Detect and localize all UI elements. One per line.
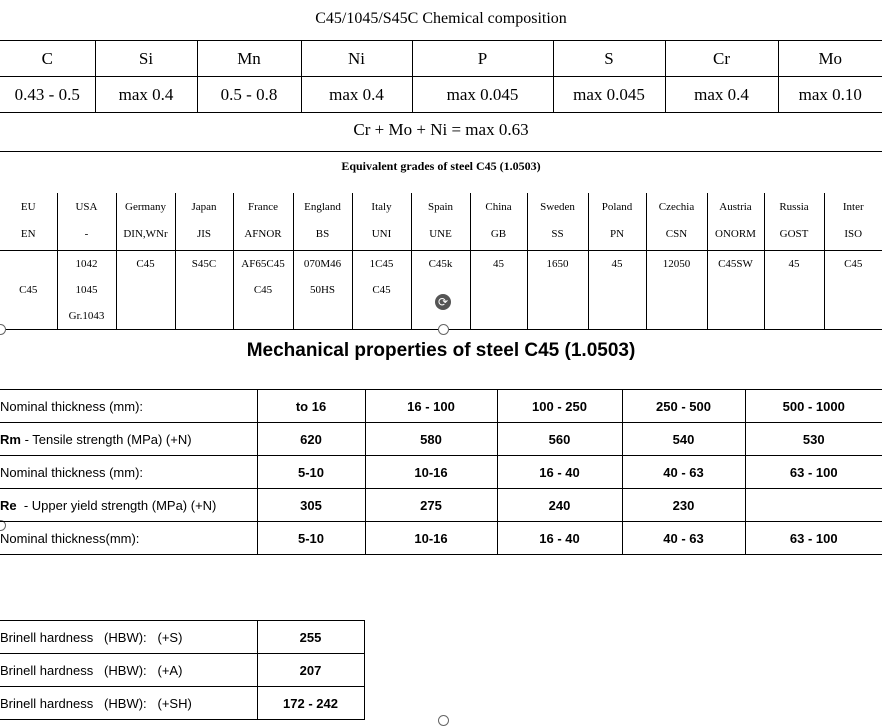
equiv-cell: Poland [588, 193, 646, 220]
brinell-value: 172 - 242 [257, 687, 364, 720]
brinell-row [0, 654, 364, 687]
equiv-cell: 45 [764, 251, 824, 278]
equiv-cell: S45C [175, 251, 233, 278]
equiv-grade-row [0, 251, 882, 278]
equiv-cell [764, 303, 824, 330]
equiv-cell [0, 303, 57, 330]
mech-row [0, 456, 882, 489]
equiv-cell: C45 [233, 277, 293, 303]
equiv-cell: China [470, 193, 527, 220]
mech-value-cell: 580 [365, 423, 497, 456]
mech-row-label [0, 522, 257, 555]
equiv-cell: Japan [175, 193, 233, 220]
mech-value-cell: 10-16 [365, 522, 497, 555]
chem-composition-title: C45/1045/S45C Chemical composition [315, 10, 567, 27]
chem-value-cell: 0.43 - 0.5 [0, 77, 95, 113]
equiv-cell [175, 277, 233, 303]
equiv-cell: 12050 [646, 251, 707, 278]
equiv-cell [588, 277, 646, 303]
equiv-cell: Inter [842, 200, 864, 213]
brinell-row [0, 687, 364, 720]
brinell-label: Brinell hardness (HBW): (+A) [0, 654, 257, 687]
equiv-cell: Czechia [646, 193, 707, 220]
brinell-value: 255 [257, 621, 364, 654]
equiv-cell: 070M46 [293, 251, 352, 278]
equiv-cell: GB [470, 220, 527, 247]
mech-value-cell: 240 [497, 489, 622, 522]
equiv-cell [707, 303, 764, 330]
brinell-label: Brinell hardness (HBW): (+S) [0, 621, 257, 654]
equiv-cell [470, 303, 527, 330]
equiv-cell: SS [527, 220, 588, 247]
equiv-cell: 1045 [57, 277, 116, 303]
mech-value-cell: 16 - 100 [365, 390, 497, 423]
mech-value-cell: 530 [745, 423, 882, 456]
equiv-cell: UNE [411, 220, 470, 247]
mech-value-cell: 560 [497, 423, 622, 456]
mech-row-label [0, 423, 257, 456]
equiv-cell [470, 277, 527, 303]
equiv-cell: EU [0, 193, 57, 220]
equiv-cell: C45 [116, 251, 175, 278]
equiv-cell: ONORM [707, 220, 764, 247]
mech-value-cell: 5-10 [257, 522, 365, 555]
mech-value-cell: 63 - 100 [745, 522, 882, 555]
chem-header-cell: Cr [665, 41, 778, 77]
mech-label-text: Nominal thickness (mm): [0, 464, 144, 480]
divider [0, 151, 882, 152]
equiv-cell: Italy [352, 193, 411, 220]
chem-header-row [0, 41, 882, 77]
equiv-cell: 45 [470, 251, 527, 278]
mech-symbol: Re [0, 497, 17, 513]
mech-value-cell: to 16 [257, 390, 365, 423]
chem-value-cell: max 0.4 [665, 77, 778, 113]
equiv-cell: C45k [411, 251, 470, 278]
mech-value-cell: 63 - 100 [745, 456, 882, 489]
equiv-cell: AF65C45 [233, 251, 293, 278]
equiv-cell: DIN,WNr [116, 220, 175, 247]
equiv-cell: USA [57, 193, 116, 220]
mech-value-cell: 10-16 [365, 456, 497, 489]
chem-header-cell: P [412, 41, 553, 77]
chem-value-cell: max 0.4 [95, 77, 197, 113]
equiv-standard-row [0, 220, 882, 247]
equiv-cell: BS [293, 220, 352, 247]
chem-value-cell: max 0.10 [778, 77, 882, 113]
mechanical-properties-table [0, 389, 882, 555]
mech-value-cell: 275 [365, 489, 497, 522]
resize-handle[interactable] [0, 324, 6, 335]
equiv-cell: Sweden [527, 193, 588, 220]
equiv-cell [764, 277, 824, 303]
chem-header-cell: Si [95, 41, 197, 77]
equiv-cell: UNI [352, 220, 411, 247]
chem-header-cell: Mn [197, 41, 301, 77]
equiv-cell: C45 [352, 277, 411, 303]
equiv-cell [646, 303, 707, 330]
mech-label-text: - Tensile strength (MPa) (+N) [20, 431, 192, 447]
mech-value-cell: 16 - 40 [497, 456, 622, 489]
equiv-cell: Spain [411, 193, 470, 220]
mech-row [0, 423, 882, 456]
equiv-cell: JIS [175, 220, 233, 247]
equiv-cell: Germany [116, 193, 175, 220]
equiv-cell: C45 [0, 277, 57, 303]
mech-value-cell: 40 - 63 [622, 522, 745, 555]
mech-row [0, 489, 882, 522]
mech-symbol: Rm [0, 431, 21, 447]
equiv-cell [588, 303, 646, 330]
equiv-cell [824, 303, 882, 330]
brinell-label: Brinell hardness (HBW): (+SH) [0, 687, 257, 720]
chem-header-cell: S [553, 41, 665, 77]
equiv-grades-title: Equivalent grades of steel C45 (1.0503) [341, 159, 541, 173]
mech-value-cell: 620 [257, 423, 365, 456]
equiv-cell [527, 277, 588, 303]
equiv-cell: 1042 [57, 251, 116, 278]
mech-value-cell: 230 [622, 489, 745, 522]
equiv-cell [233, 303, 293, 330]
equiv-cell: - [57, 220, 116, 247]
chem-value-cell: max 0.4 [301, 77, 412, 113]
equiv-cell: ISO [844, 227, 863, 240]
brinell-value: 207 [257, 654, 364, 687]
chem-value-cell: 0.5 - 0.8 [197, 77, 301, 113]
mech-value-cell: 5-10 [257, 456, 365, 489]
mech-value-cell: 540 [622, 423, 745, 456]
mech-row-label [0, 489, 257, 522]
equiv-cell: 45 [588, 251, 646, 278]
mech-value-cell: 40 - 63 [622, 456, 745, 489]
mech-value-cell: 305 [257, 489, 365, 522]
equiv-cell: England [293, 193, 352, 220]
equiv-cell [707, 277, 764, 303]
mech-value-cell [745, 489, 882, 522]
mech-row-label [0, 456, 257, 489]
chem-composition-table [0, 40, 882, 113]
resize-handle[interactable] [438, 324, 449, 335]
mech-label-text: - Upper yield strength (MPa) (+N) [16, 497, 217, 513]
mech-row-label [0, 390, 257, 423]
equiv-cell [293, 303, 352, 330]
equiv-cell [352, 303, 411, 330]
equiv-cell: France [233, 193, 293, 220]
mech-label-text: Nominal thickness(mm): [0, 530, 140, 546]
brinell-hardness-table [0, 620, 365, 720]
equiv-cell: 50HS [293, 277, 352, 303]
equiv-cell [175, 303, 233, 330]
equiv-cell: GOST [764, 220, 824, 247]
equiv-cell: PN [588, 220, 646, 247]
equiv-cell [824, 277, 882, 303]
rotate-handle-icon[interactable]: ⟳ [435, 294, 451, 310]
equiv-cell [116, 303, 175, 330]
mech-label-text: Nominal thickness (mm): [0, 398, 144, 414]
equiv-cell: Russia [764, 193, 824, 220]
equiv-cell: 1650 [527, 251, 588, 278]
equiv-cell: Gr.1043 [57, 303, 116, 330]
equiv-cell: EN [0, 220, 57, 247]
equiv-cell [0, 251, 57, 278]
chem-note: Cr + Mo + Ni = max 0.63 [353, 120, 529, 139]
equiv-cell [527, 303, 588, 330]
equiv-cell: 1C45 [352, 251, 411, 278]
mech-value-cell: 100 - 250 [497, 390, 622, 423]
equiv-cell: AFNOR [233, 220, 293, 247]
mech-row [0, 390, 882, 423]
mech-value-cell: 16 - 40 [497, 522, 622, 555]
chem-value-cell: max 0.045 [412, 77, 553, 113]
chem-header-cell: C [0, 41, 95, 77]
mechanical-properties-title: Mechanical properties of steel C45 (1.0503) [246, 340, 636, 361]
mech-row [0, 522, 882, 555]
brinell-row [0, 621, 364, 654]
equiv-cell: CSN [646, 220, 707, 247]
equiv-cell [646, 277, 707, 303]
equiv-country-row [0, 193, 882, 220]
equiv-cell: C45SW [707, 251, 764, 278]
equiv-cell: C45 [844, 258, 863, 270]
chem-value-cell: max 0.045 [553, 77, 665, 113]
mech-value-cell: 250 - 500 [622, 390, 745, 423]
chem-header-cell: Mo [778, 41, 882, 77]
chem-value-row [0, 77, 882, 113]
chem-header-cell: Ni [301, 41, 412, 77]
equiv-cell [116, 277, 175, 303]
equiv-cell: Austria [707, 193, 764, 220]
mech-value-cell: 500 - 1000 [745, 390, 882, 423]
